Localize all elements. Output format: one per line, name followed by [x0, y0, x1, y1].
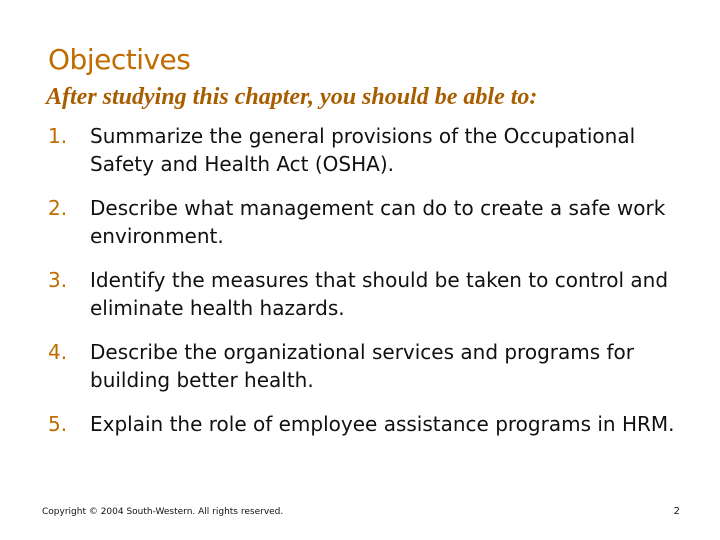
item-text: Identify the measures that should be taken to control and eliminate health hazards.: [90, 268, 669, 320]
item-text: Explain the role of employee assistance programs in HRM.: [90, 412, 675, 436]
list-item: [48, 410, 688, 438]
item-text: Describe what management can do to create a safe work environment.: [90, 196, 666, 248]
list-item: [48, 194, 688, 250]
objectives-list: [48, 122, 688, 454]
item-number: 4.: [48, 340, 68, 364]
item-number: 3.: [48, 268, 68, 292]
slide-title: Objectives: [48, 43, 191, 76]
page-number: 2: [673, 506, 680, 517]
item-number: 2.: [48, 196, 68, 220]
list-item: [48, 122, 688, 178]
slide-subtitle: After studying this chapter, you should be able to:: [46, 84, 538, 110]
list-item: [48, 338, 688, 394]
item-text: Describe the organizational services and programs for building better health.: [90, 340, 635, 392]
item-number: 5.: [48, 412, 68, 436]
list-item: [48, 266, 688, 322]
item-text: Summarize the general provisions of the Occupational Safety and Health Act (OSHA).: [90, 124, 636, 176]
copyright-notice: Copyright © 2004 South-Western. All rights reserved.: [42, 507, 284, 517]
item-number: 1.: [48, 124, 68, 148]
